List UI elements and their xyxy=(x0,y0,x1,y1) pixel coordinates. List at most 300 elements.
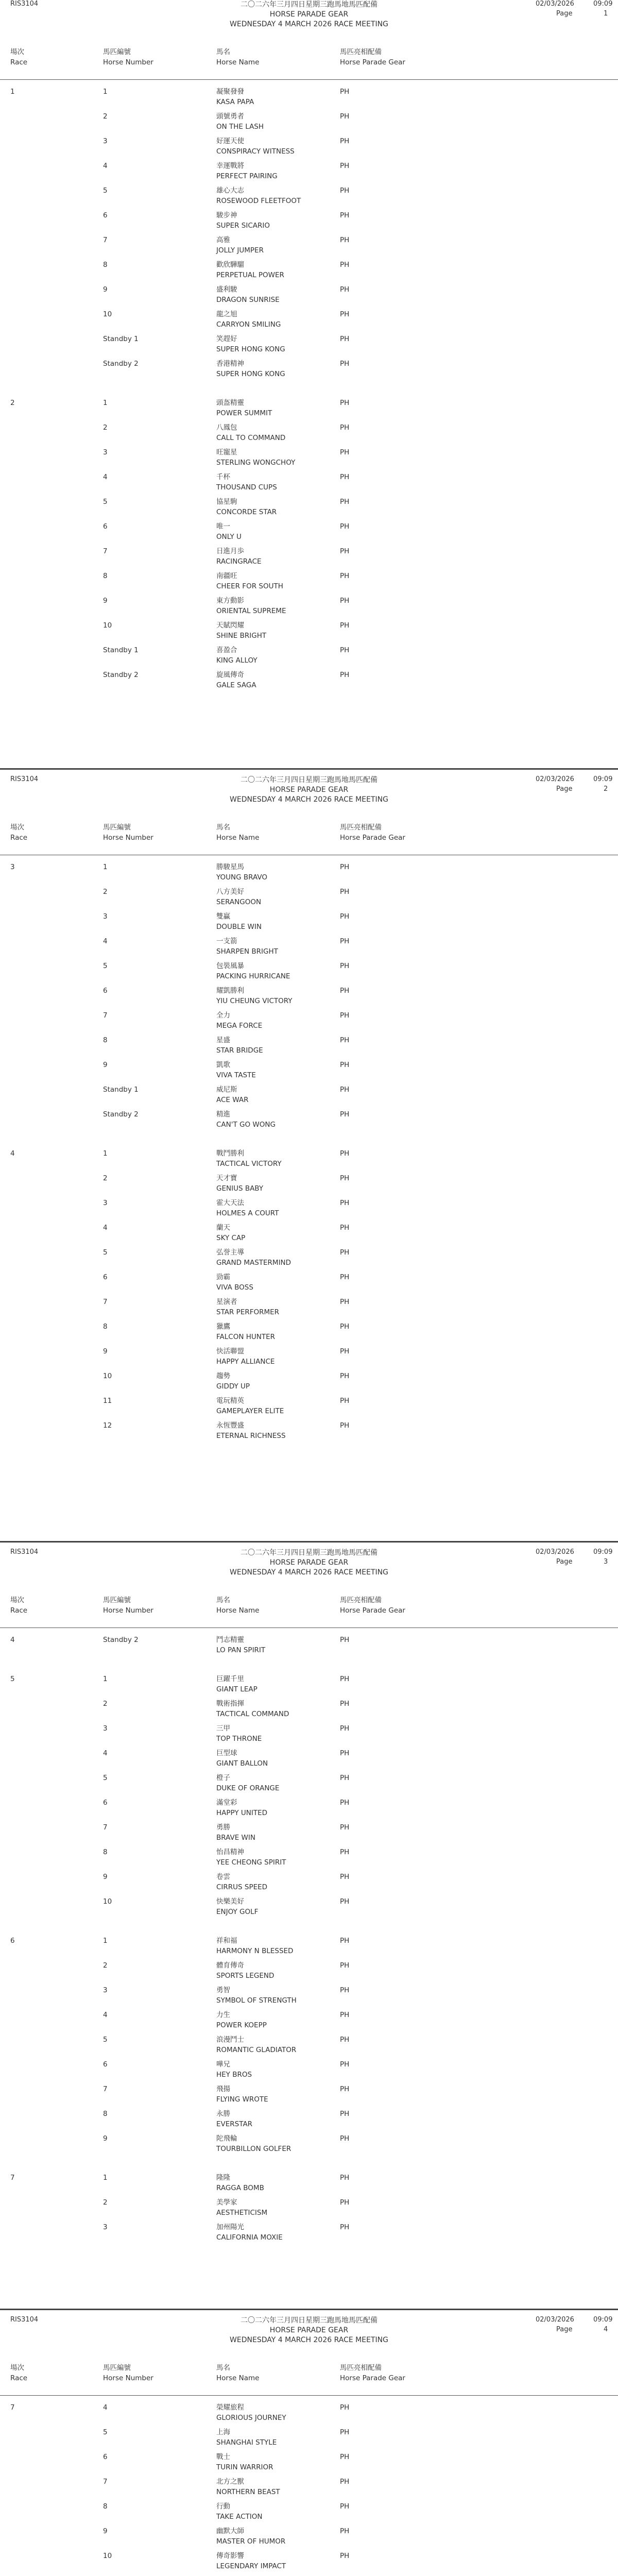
horse-number: 6 xyxy=(103,522,108,531)
horse-name-cn: 加州陽光 xyxy=(216,2223,244,2231)
horse-name-en: GRAND MASTERMIND xyxy=(216,1259,291,1267)
horse-gear: PH xyxy=(340,88,350,96)
horse-name-cn: 天才寶 xyxy=(216,1174,237,1182)
horse-number: 4 xyxy=(103,2403,108,2412)
horse-gear: PH xyxy=(340,2134,350,2143)
horse-name-en: CONSPIRACY WITNESS xyxy=(216,147,295,156)
horse-number: 2 xyxy=(103,1961,108,1970)
horse-name-cn: 趨勢 xyxy=(216,1372,230,1380)
horse-number: 6 xyxy=(103,2060,108,2069)
horse-name-en: ROSEWOOD FLEETFOOT xyxy=(216,197,301,205)
horse-number: Standby 1 xyxy=(103,646,139,654)
column-horse-number-en: Horse Number xyxy=(103,58,153,66)
horse-name-cn: 好運天使 xyxy=(216,137,244,145)
horse-name-cn: 怡昌精神 xyxy=(216,1848,244,1856)
report-date: 02/03/2026 xyxy=(536,775,574,783)
report-title xyxy=(0,0,618,29)
race-number: 7 xyxy=(10,2403,15,2412)
horse-name-cn: 雄心大志 xyxy=(216,187,244,195)
report-date: 02/03/2026 xyxy=(536,1548,574,1556)
horse-gear: PH xyxy=(340,1298,350,1306)
column-race-en: Race xyxy=(10,58,28,66)
horse-gear: PH xyxy=(340,987,350,995)
horse-name-cn: 天賦閃耀 xyxy=(216,621,244,630)
horse-gear: PH xyxy=(340,2223,350,2231)
horse-name-cn: 全力 xyxy=(216,1011,230,1020)
report-time: 09:09 xyxy=(593,2316,613,2324)
horse-name-en: TAKE ACTION xyxy=(216,2513,263,2521)
report-id: RIS3104 xyxy=(10,2316,39,2324)
horse-number: 8 xyxy=(103,2502,108,2511)
horse-gear: PH xyxy=(340,310,350,318)
horse-name-en: CONCORDE STAR xyxy=(216,508,277,516)
horse-gear: PH xyxy=(340,1675,350,1683)
horse-name-en: NORTHERN BEAST xyxy=(216,2488,280,2496)
horse-number: 6 xyxy=(103,1799,108,1807)
column-header xyxy=(0,1588,618,1628)
horse-name-cn: 霍大天法 xyxy=(216,1199,244,1207)
horse-name-en: HAPPY ALLIANCE xyxy=(216,1358,275,1366)
horse-name-en: CALIFORNIA MOXIE xyxy=(216,2233,283,2242)
horse-number: 6 xyxy=(103,211,108,219)
column-horse-number-cn: 馬匹編號 xyxy=(103,823,131,832)
horse-name-en: FALCON HUNTER xyxy=(216,1333,276,1341)
column-horse-number-en: Horse Number xyxy=(103,2374,153,2382)
horse-number: 11 xyxy=(103,1397,112,1405)
horse-name-en: AESTHETICISM xyxy=(216,2209,268,2217)
column-parade-gear-cn: 馬匹亮相配備 xyxy=(340,823,382,832)
horse-gear: PH xyxy=(340,335,350,343)
horse-gear: PH xyxy=(340,1749,350,1757)
horse-gear: PH xyxy=(340,261,350,269)
horse-number: 7 xyxy=(103,236,108,244)
horse-gear: PH xyxy=(340,1397,350,1405)
horse-name-cn: 行動 xyxy=(216,2502,230,2511)
horse-name-cn: 東方動影 xyxy=(216,597,244,605)
horse-name-en: SPORTS LEGEND xyxy=(216,1972,274,1980)
column-parade-gear-en: Horse Parade Gear xyxy=(340,58,405,66)
column-horse-number-en: Horse Number xyxy=(103,1606,153,1615)
horse-number: 9 xyxy=(103,285,108,294)
race-number: 4 xyxy=(10,1636,15,1644)
column-race-cn: 場次 xyxy=(10,823,24,832)
horse-name-en: TACTICAL VICTORY xyxy=(216,1160,282,1168)
horse-gear: PH xyxy=(340,1799,350,1807)
horse-gear: PH xyxy=(340,572,350,580)
horse-number: 7 xyxy=(103,2085,108,2093)
horse-number: 7 xyxy=(103,547,108,555)
horse-name-cn: 喜盈合 xyxy=(216,646,237,654)
horse-gear: PH xyxy=(340,1061,350,1069)
horse-name-cn: 笑趕好 xyxy=(216,335,237,343)
horse-gear: PH xyxy=(340,2198,350,2207)
race-number: 4 xyxy=(10,1149,15,1158)
page-divider xyxy=(0,2309,618,2310)
horse-number: 3 xyxy=(103,448,108,456)
horse-gear: PH xyxy=(340,211,350,219)
horse-name-en: MASTER OF HUMOR xyxy=(216,2537,286,2546)
horse-gear: PH xyxy=(340,137,350,145)
horse-number: 3 xyxy=(103,137,108,145)
column-race-cn: 場次 xyxy=(10,48,24,56)
horse-name-cn: 包裝風暴 xyxy=(216,962,244,970)
horse-name-cn: 日進月歩 xyxy=(216,547,244,555)
horse-name-en: SHINE BRIGHT xyxy=(216,632,267,640)
horse-gear: PH xyxy=(340,187,350,195)
horse-number: 5 xyxy=(103,2428,108,2436)
horse-number: 8 xyxy=(103,1848,108,1856)
horse-name-cn: 傳奇影響 xyxy=(216,2552,244,2560)
horse-gear: PH xyxy=(340,448,350,456)
horse-name-cn: 頭號勇者 xyxy=(216,112,244,121)
horse-name-cn: 體育傳奇 xyxy=(216,1961,244,1970)
horse-name-cn: 唯一 xyxy=(216,522,230,531)
horse-name-en: HOLMES A COURT xyxy=(216,1209,279,1217)
horse-name-en: VIVA TASTE xyxy=(216,1071,256,1079)
horse-name-en: MEGA FORCE xyxy=(216,1022,263,1030)
horse-name-en: GENIUS BABY xyxy=(216,1184,264,1193)
horse-number: 3 xyxy=(103,1199,108,1207)
race-number: 7 xyxy=(10,2174,15,2182)
horse-name-cn: 勇勝 xyxy=(216,1823,230,1832)
horse-number: Standby 1 xyxy=(103,335,139,343)
horse-name-en: TOURBILLON GOLFER xyxy=(216,2145,291,2153)
column-parade-gear-cn: 馬匹亮相配備 xyxy=(340,1596,382,1604)
horse-gear: PH xyxy=(340,2403,350,2412)
column-race-en: Race xyxy=(10,2374,28,2382)
horse-name-cn: 榮耀旅程 xyxy=(216,2403,244,2412)
horse-number: 1 xyxy=(103,399,108,407)
page-label: Page xyxy=(556,785,573,793)
column-parade-gear-en: Horse Parade Gear xyxy=(340,834,405,842)
horse-name-en: CARRYON SMILING xyxy=(216,320,281,329)
horse-gear: PH xyxy=(340,2060,350,2069)
horse-number: 2 xyxy=(103,1700,108,1708)
column-race-en: Race xyxy=(10,1606,28,1615)
horse-gear: PH xyxy=(340,1323,350,1331)
horse-number: 10 xyxy=(103,621,112,630)
horse-number: 8 xyxy=(103,572,108,580)
race-number: 6 xyxy=(10,1937,15,1945)
column-header xyxy=(0,2356,618,2396)
horse-gear: PH xyxy=(340,1149,350,1158)
horse-number: 2 xyxy=(103,1174,108,1182)
horse-gear: PH xyxy=(340,112,350,121)
horse-name-en: CAN'T GO WONG xyxy=(216,1121,276,1129)
horse-name-cn: 香港精神 xyxy=(216,360,244,368)
horse-name-cn: 快樂美好 xyxy=(216,1897,244,1906)
horse-name-en: HEY BROS xyxy=(216,2071,252,2079)
horse-name-en: LO PAN SPIRIT xyxy=(216,1646,266,1654)
horse-number: 6 xyxy=(103,2453,108,2461)
horse-number: Standby 2 xyxy=(103,360,139,368)
report-date: 02/03/2026 xyxy=(536,2316,574,2324)
horse-number: 4 xyxy=(103,937,108,945)
horse-number: Standby 1 xyxy=(103,1086,139,1094)
horse-gear: PH xyxy=(340,2110,350,2118)
horse-gear: PH xyxy=(340,646,350,654)
horse-name-cn: 巨躍千里 xyxy=(216,1675,244,1683)
page-number: 1 xyxy=(604,10,608,18)
horse-name-en: POWER SUMMIT xyxy=(216,409,272,417)
horse-name-cn: 戰鬥勝利 xyxy=(216,1149,244,1158)
horse-gear: PH xyxy=(340,1774,350,1782)
report-title-cn: 二〇二六年三月四日星期三跑馬地馬匹配備 xyxy=(241,1549,377,1557)
horse-name-en: SUPER SICARIO xyxy=(216,222,270,230)
column-horse-number-cn: 馬匹編號 xyxy=(103,2364,131,2372)
horse-name-cn: 戰士 xyxy=(216,2453,230,2461)
race-number: 5 xyxy=(10,1675,15,1683)
horse-name-en: TACTICAL COMMAND xyxy=(216,1710,289,1718)
horse-name-en: GIANT LEAP xyxy=(216,1685,258,1693)
horse-name-cn: 北方之獸 xyxy=(216,2478,244,2486)
column-horse-name-en: Horse Name xyxy=(216,2374,260,2382)
horse-name-cn: 三甲 xyxy=(216,1724,230,1733)
horse-name-cn: 飛揚 xyxy=(216,2085,230,2093)
horse-number: 10 xyxy=(103,2552,112,2560)
horse-gear: PH xyxy=(340,1873,350,1881)
horse-number: 2 xyxy=(103,423,108,432)
horse-name-en: GIDDY UP xyxy=(216,1382,250,1391)
report-time: 09:09 xyxy=(593,1548,613,1556)
page-number: 3 xyxy=(604,1558,608,1566)
horse-name-en: RACINGRACE xyxy=(216,557,262,566)
horse-name-en: TURIN WARRIOR xyxy=(216,2463,273,2471)
horse-name-en: SYMBOL OF STRENGTH xyxy=(216,1996,297,2005)
horse-name-cn: 勇智 xyxy=(216,1986,230,1994)
horse-gear: PH xyxy=(340,2036,350,2044)
horse-number: 3 xyxy=(103,1724,108,1733)
horse-name-en: STAR PERFORMER xyxy=(216,1308,280,1316)
horse-name-en: ENJOY GOLF xyxy=(216,1908,259,1916)
horse-number: 5 xyxy=(103,498,108,506)
horse-number: 7 xyxy=(103,1011,108,1020)
horse-name-en: YOUNG BRAVO xyxy=(216,873,267,882)
horse-number: 2 xyxy=(103,112,108,121)
horse-name-en: ETERNAL RICHNESS xyxy=(216,1432,286,1440)
horse-gear: PH xyxy=(340,399,350,407)
report-title-en: HORSE PARADE GEAR xyxy=(269,2326,349,2334)
horse-name-en: CALL TO COMMAND xyxy=(216,434,286,442)
horse-gear: PH xyxy=(340,962,350,970)
horse-name-cn: 鬥志精靈 xyxy=(216,1636,244,1644)
horse-gear: PH xyxy=(340,547,350,555)
horse-gear: PH xyxy=(340,1372,350,1380)
horse-gear: PH xyxy=(340,1011,350,1020)
column-horse-name-cn: 馬名 xyxy=(216,1596,230,1604)
horse-gear: PH xyxy=(340,1848,350,1856)
horse-gear: PH xyxy=(340,1086,350,1094)
horse-name-cn: 威尼斯 xyxy=(216,1086,237,1094)
horse-name-en: LEGENDARY IMPACT xyxy=(216,2562,286,2570)
page-label: Page xyxy=(556,10,573,18)
horse-number: 10 xyxy=(103,1897,112,1906)
horse-gear: PH xyxy=(340,1961,350,1970)
horse-number: 5 xyxy=(103,962,108,970)
horse-number: 5 xyxy=(103,2036,108,2044)
horse-number: 8 xyxy=(103,261,108,269)
horse-name-en: STERLING WONGCHOY xyxy=(216,459,296,467)
report-title xyxy=(0,775,618,805)
horse-name-en: PERPETUAL POWER xyxy=(216,271,284,279)
report-meeting-en: WEDNESDAY 4 MARCH 2026 RACE MEETING xyxy=(230,795,388,804)
horse-name-cn: 巨型球 xyxy=(216,1749,237,1757)
horse-number: 9 xyxy=(103,2527,108,2535)
horse-name-cn: 橙子 xyxy=(216,1774,230,1782)
horse-gear: PH xyxy=(340,473,350,481)
horse-number: 4 xyxy=(103,2011,108,2019)
horse-name-cn: 精進 xyxy=(216,1110,230,1118)
horse-name-cn: 永勝 xyxy=(216,2110,230,2118)
horse-name-cn: 八方美好 xyxy=(216,888,244,896)
horse-number: 9 xyxy=(103,597,108,605)
report-title-cn: 二〇二六年三月四日星期三跑馬地馬匹配備 xyxy=(241,2316,377,2325)
page-divider xyxy=(0,768,618,770)
horse-number: 5 xyxy=(103,1248,108,1257)
column-parade-gear-cn: 馬匹亮相配備 xyxy=(340,2364,382,2372)
horse-gear: PH xyxy=(340,1224,350,1232)
horse-number: 7 xyxy=(103,1823,108,1832)
horse-number: 12 xyxy=(103,1421,112,1430)
horse-gear: PH xyxy=(340,1110,350,1118)
horse-number: 1 xyxy=(103,88,108,96)
horse-name-cn: 千杯 xyxy=(216,473,230,481)
horse-number: 3 xyxy=(103,2223,108,2231)
column-header xyxy=(0,40,618,80)
page-label: Page xyxy=(556,2326,573,2333)
report-title xyxy=(0,1548,618,1578)
horse-name-cn: 勁霸 xyxy=(216,1273,230,1281)
horse-gear: PH xyxy=(340,1700,350,1708)
horse-gear: PH xyxy=(340,236,350,244)
horse-number: 10 xyxy=(103,310,112,318)
horse-gear: PH xyxy=(340,360,350,368)
horse-name-cn: 卷雲 xyxy=(216,1873,230,1881)
horse-name-en: ORIENTAL SUPREME xyxy=(216,607,286,615)
horse-gear: PH xyxy=(340,671,350,679)
horse-name-en: GIANT BALLON xyxy=(216,1759,268,1768)
horse-name-en: GAMEPLAYER ELITE xyxy=(216,1407,284,1415)
column-horse-number-cn: 馬匹編號 xyxy=(103,48,131,56)
column-race-en: Race xyxy=(10,834,28,842)
horse-name-cn: 快活聯盟 xyxy=(216,1347,244,1355)
horse-name-cn: 駿步神 xyxy=(216,211,237,219)
horse-gear: PH xyxy=(340,912,350,921)
column-header xyxy=(0,816,618,855)
horse-name-en: YIU CHEUNG VICTORY xyxy=(216,997,293,1005)
horse-name-cn: 美學家 xyxy=(216,2198,237,2207)
horse-number: 9 xyxy=(103,1873,108,1881)
column-horse-name-en: Horse Name xyxy=(216,834,260,842)
horse-name-cn: 永恆豐盛 xyxy=(216,1421,244,1430)
horse-name-en: VIVA BOSS xyxy=(216,1283,253,1292)
page-divider xyxy=(0,1541,618,1543)
column-horse-name-cn: 馬名 xyxy=(216,2364,230,2372)
horse-number: 4 xyxy=(103,473,108,481)
horse-name-cn: 龍之旭 xyxy=(216,310,237,318)
horse-name-cn: 蘭天 xyxy=(216,1224,230,1232)
horse-gear: PH xyxy=(340,2174,350,2182)
report-id: RIS3104 xyxy=(10,0,39,8)
horse-number: Standby 2 xyxy=(103,671,139,679)
horse-name-en: SUPER HONG KONG xyxy=(216,370,285,378)
horse-gear: PH xyxy=(340,285,350,294)
horse-name-en: EVERSTAR xyxy=(216,2120,253,2128)
horse-number: 10 xyxy=(103,1372,112,1380)
horse-gear: PH xyxy=(340,2552,350,2560)
horse-name-cn: 旋風傳奇 xyxy=(216,671,244,679)
horse-number: 1 xyxy=(103,863,108,871)
horse-name-cn: 凱歌 xyxy=(216,1061,230,1069)
horse-name-en: FLYING WROTE xyxy=(216,2095,268,2104)
horse-number: 1 xyxy=(103,1149,108,1158)
horse-gear: PH xyxy=(340,1273,350,1281)
horse-number: 2 xyxy=(103,2198,108,2207)
report-meeting-en: WEDNESDAY 4 MARCH 2026 RACE MEETING xyxy=(230,20,388,28)
horse-gear: PH xyxy=(340,2478,350,2486)
horse-gear: PH xyxy=(340,1937,350,1945)
report-time: 09:09 xyxy=(593,0,613,8)
column-parade-gear-en: Horse Parade Gear xyxy=(340,1606,405,1615)
horse-number: 3 xyxy=(103,912,108,921)
horse-gear: PH xyxy=(340,937,350,945)
horse-name-cn: 上海 xyxy=(216,2428,230,2436)
horse-gear: PH xyxy=(340,863,350,871)
horse-number: 1 xyxy=(103,1675,108,1683)
horse-name-cn: 八鳳包 xyxy=(216,423,237,432)
horse-name-en: ON THE LASH xyxy=(216,123,264,131)
horse-name-en: GALE SAGA xyxy=(216,681,256,689)
horse-name-cn: 盛利駿 xyxy=(216,285,237,294)
horse-name-en: TOP THRONE xyxy=(216,1735,262,1743)
horse-name-en: DUKE OF ORANGE xyxy=(216,1784,280,1792)
horse-name-cn: 星盛 xyxy=(216,1036,230,1044)
report-title-en: HORSE PARADE GEAR xyxy=(269,10,349,19)
race-number: 1 xyxy=(10,88,15,96)
report-id: RIS3104 xyxy=(10,775,39,783)
horse-name-en: DOUBLE WIN xyxy=(216,923,262,931)
horse-name-cn: 頭盔精靈 xyxy=(216,399,244,407)
horse-gear: PH xyxy=(340,423,350,432)
column-horse-name-cn: 馬名 xyxy=(216,48,230,56)
horse-name-en: THOUSAND CUPS xyxy=(216,483,277,492)
horse-number: 4 xyxy=(103,1749,108,1757)
horse-name-en: KING ALLOY xyxy=(216,656,258,665)
horse-number: 5 xyxy=(103,187,108,195)
horse-name-en: ONLY U xyxy=(216,533,242,541)
horse-gear: PH xyxy=(340,498,350,506)
horse-name-en: ROMANTIC GLADIATOR xyxy=(216,2046,297,2054)
report-meeting-en: WEDNESDAY 4 MARCH 2026 RACE MEETING xyxy=(230,1568,388,1577)
horse-number: 7 xyxy=(103,2478,108,2486)
report-title xyxy=(0,2316,618,2345)
horse-name-en: YEE CHEONG SPIRIT xyxy=(216,1858,286,1867)
horse-name-cn: 弘誉主導 xyxy=(216,1248,244,1257)
horse-name-cn: 幸運戰將 xyxy=(216,162,244,170)
horse-name-en: HAPPY UNITED xyxy=(216,1809,268,1817)
horse-number: 7 xyxy=(103,1298,108,1306)
column-horse-number-cn: 馬匹編號 xyxy=(103,1596,131,1604)
horse-name-en: SHANGHAI STYLE xyxy=(216,2438,277,2447)
horse-gear: PH xyxy=(340,1986,350,1994)
horse-name-en: HARMONY N BLESSED xyxy=(216,1947,294,1955)
horse-number: Standby 2 xyxy=(103,1110,139,1118)
horse-gear: PH xyxy=(340,597,350,605)
horse-number: 9 xyxy=(103,2134,108,2143)
horse-name-en: GLORIOUS JOURNEY xyxy=(216,2414,286,2422)
horse-name-en: DRAGON SUNRISE xyxy=(216,296,280,304)
horse-name-cn: 星演者 xyxy=(216,1298,237,1306)
